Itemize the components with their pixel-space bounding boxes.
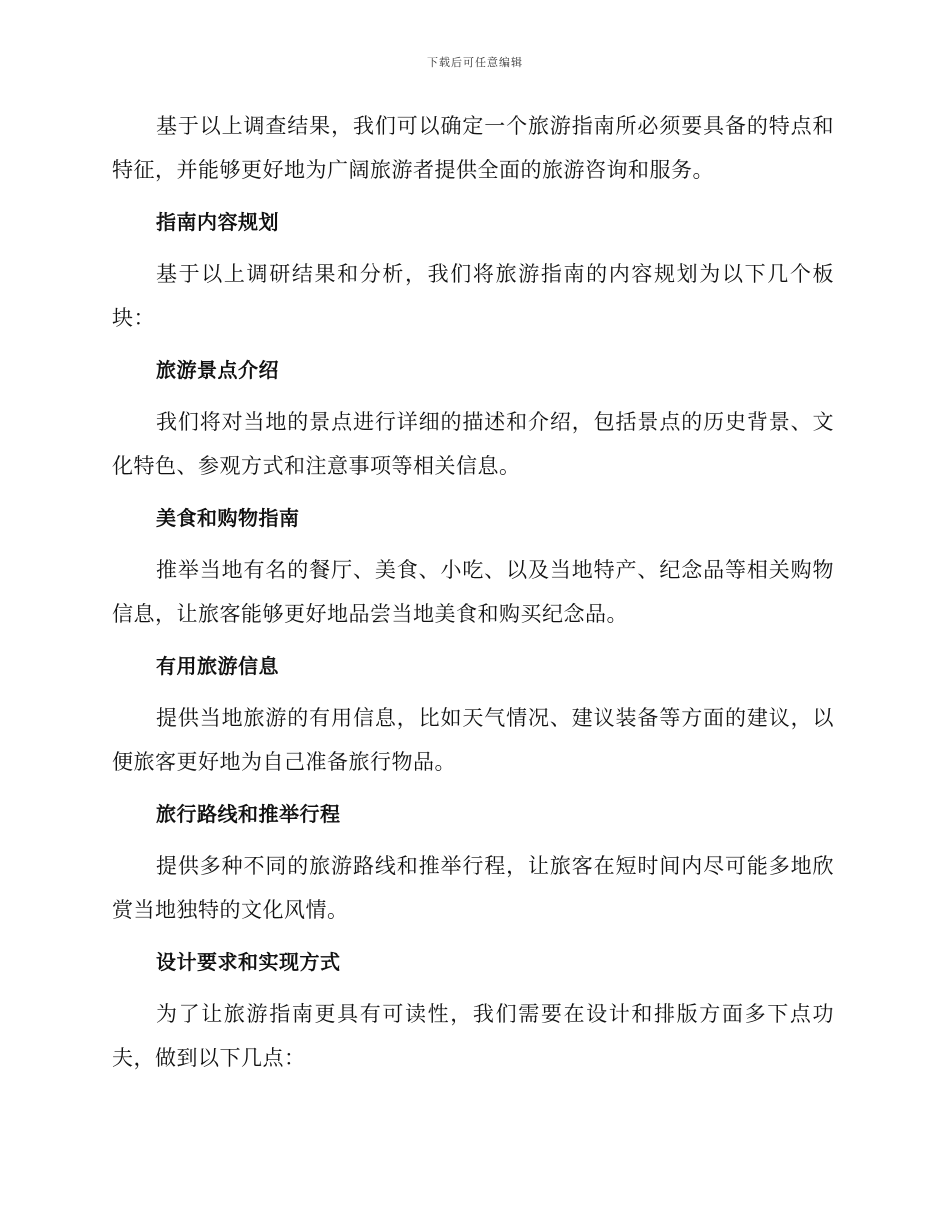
section-heading-routes: 旅行路线和推举行程	[156, 802, 341, 826]
page-header: 下载后可任意编辑	[427, 56, 523, 69]
section-heading-content-plan: 指南内容规划	[156, 210, 279, 234]
paragraph-7: 为了让旅游指南更具有可读性，我们需要在设计和排版方面多下点功夫，做到以下几点：	[112, 1002, 834, 1070]
paragraph-2: 基于以上调研结果和分析，我们将旅游指南的内容规划为以下几个板块：	[112, 262, 834, 330]
paragraph-4: 推举当地有名的餐厅、美食、小吃、以及当地特产、纪念品等相关购物信息，让旅客能够更好地品尝当地美食和购买纪念品。	[112, 558, 834, 626]
paragraph-3: 我们将对当地的景点进行详细的描述和介绍，包括景点的历史背景、文化特色、参观方式和注意事项等相关信息。	[112, 410, 834, 478]
paragraph-5: 提供当地旅游的有用信息，比如天气情况、建议装备等方面的建议，以便旅客更好地为自己准备旅行物品。	[112, 706, 834, 774]
paragraph-6: 提供多种不同的旅游路线和推举行程，让旅客在短时间内尽可能多地欣赏当地独特的文化风情。	[112, 854, 834, 922]
section-heading-attractions: 旅游景点介绍	[156, 358, 279, 382]
document-body	[112, 104, 834, 1088]
section-heading-design: 设计要求和实现方式	[156, 950, 341, 974]
section-heading-useful-info: 有用旅游信息	[156, 654, 279, 678]
paragraph-1: 基于以上调查结果，我们可以确定一个旅游指南所必须要具备的特点和特征，并能够更好地为广阔旅游者提供全面的旅游咨询和服务。	[112, 114, 834, 182]
section-heading-food-shopping: 美食和购物指南	[156, 506, 300, 530]
